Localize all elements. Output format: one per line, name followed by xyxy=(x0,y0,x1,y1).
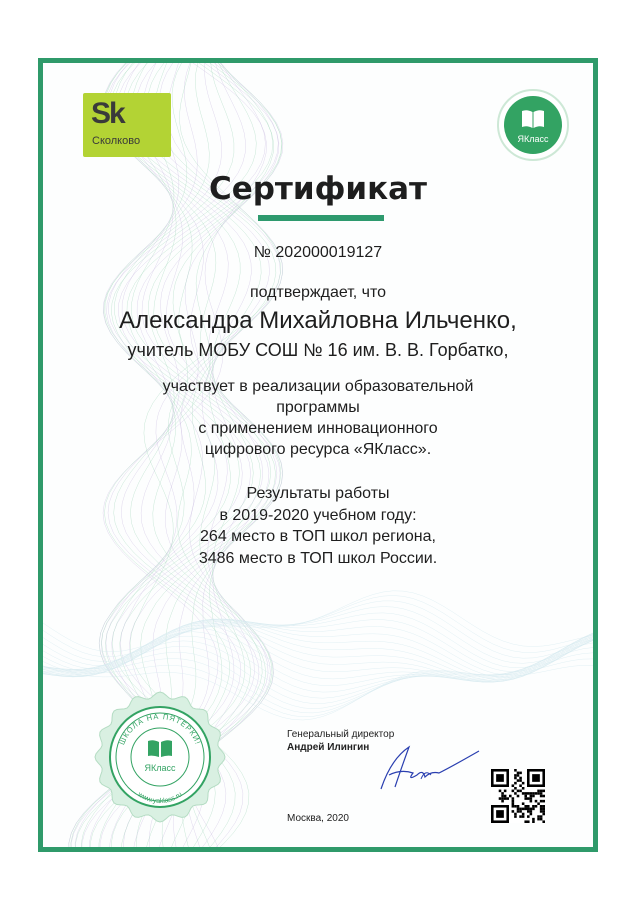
yaklass-seal xyxy=(94,691,226,823)
participation-text xyxy=(43,376,593,460)
seal-url: www.yaklass.ru xyxy=(136,791,184,806)
confirms-text: подтверждает, что xyxy=(249,284,387,301)
results-line: Результаты работы xyxy=(246,485,390,502)
skolkovo-logo xyxy=(83,93,171,157)
person-position: учитель МОБУ СОШ № 16 им. В. В. Горбатко, xyxy=(127,340,509,360)
results-line: 3486 место в ТОП школ России. xyxy=(198,549,438,567)
director-signature xyxy=(361,739,481,799)
certificate-number: № 202000019127 xyxy=(253,244,383,261)
yaklass-logo-name: ЯКласс xyxy=(517,134,549,144)
person-name: Александра Михайловна Ильченко, xyxy=(119,307,517,334)
results-line: в 2019-2020 учебном году: xyxy=(219,506,417,524)
director-title: Генеральный директор xyxy=(287,729,395,740)
certificate-frame xyxy=(38,58,598,852)
director-name: Андрей Илингин xyxy=(287,742,370,753)
qr-code xyxy=(491,769,545,823)
results-line: 264 место в ТОП школ региона, xyxy=(200,528,436,545)
participation-line: цифрового ресурса «ЯКласс». xyxy=(204,441,432,458)
participation-line: программы xyxy=(276,399,360,416)
seal-brand: ЯКласс xyxy=(144,763,176,773)
skolkovo-mark: Sk xyxy=(91,97,124,130)
certificate-title: Сертификат xyxy=(208,171,428,207)
yaklass-logo xyxy=(497,89,569,161)
participation-line: с применением инновационного xyxy=(198,420,438,437)
book-icon xyxy=(521,108,545,130)
skolkovo-name: Сколково xyxy=(92,135,141,147)
seal-top-text: ШКОЛА НА ПЯТЕРКИ! xyxy=(117,711,203,747)
results-text xyxy=(43,483,593,569)
place-date: Москва, 2020 xyxy=(287,813,349,824)
title-underline xyxy=(258,215,384,221)
participation-line: участвует в реализации образовательной xyxy=(162,378,474,395)
